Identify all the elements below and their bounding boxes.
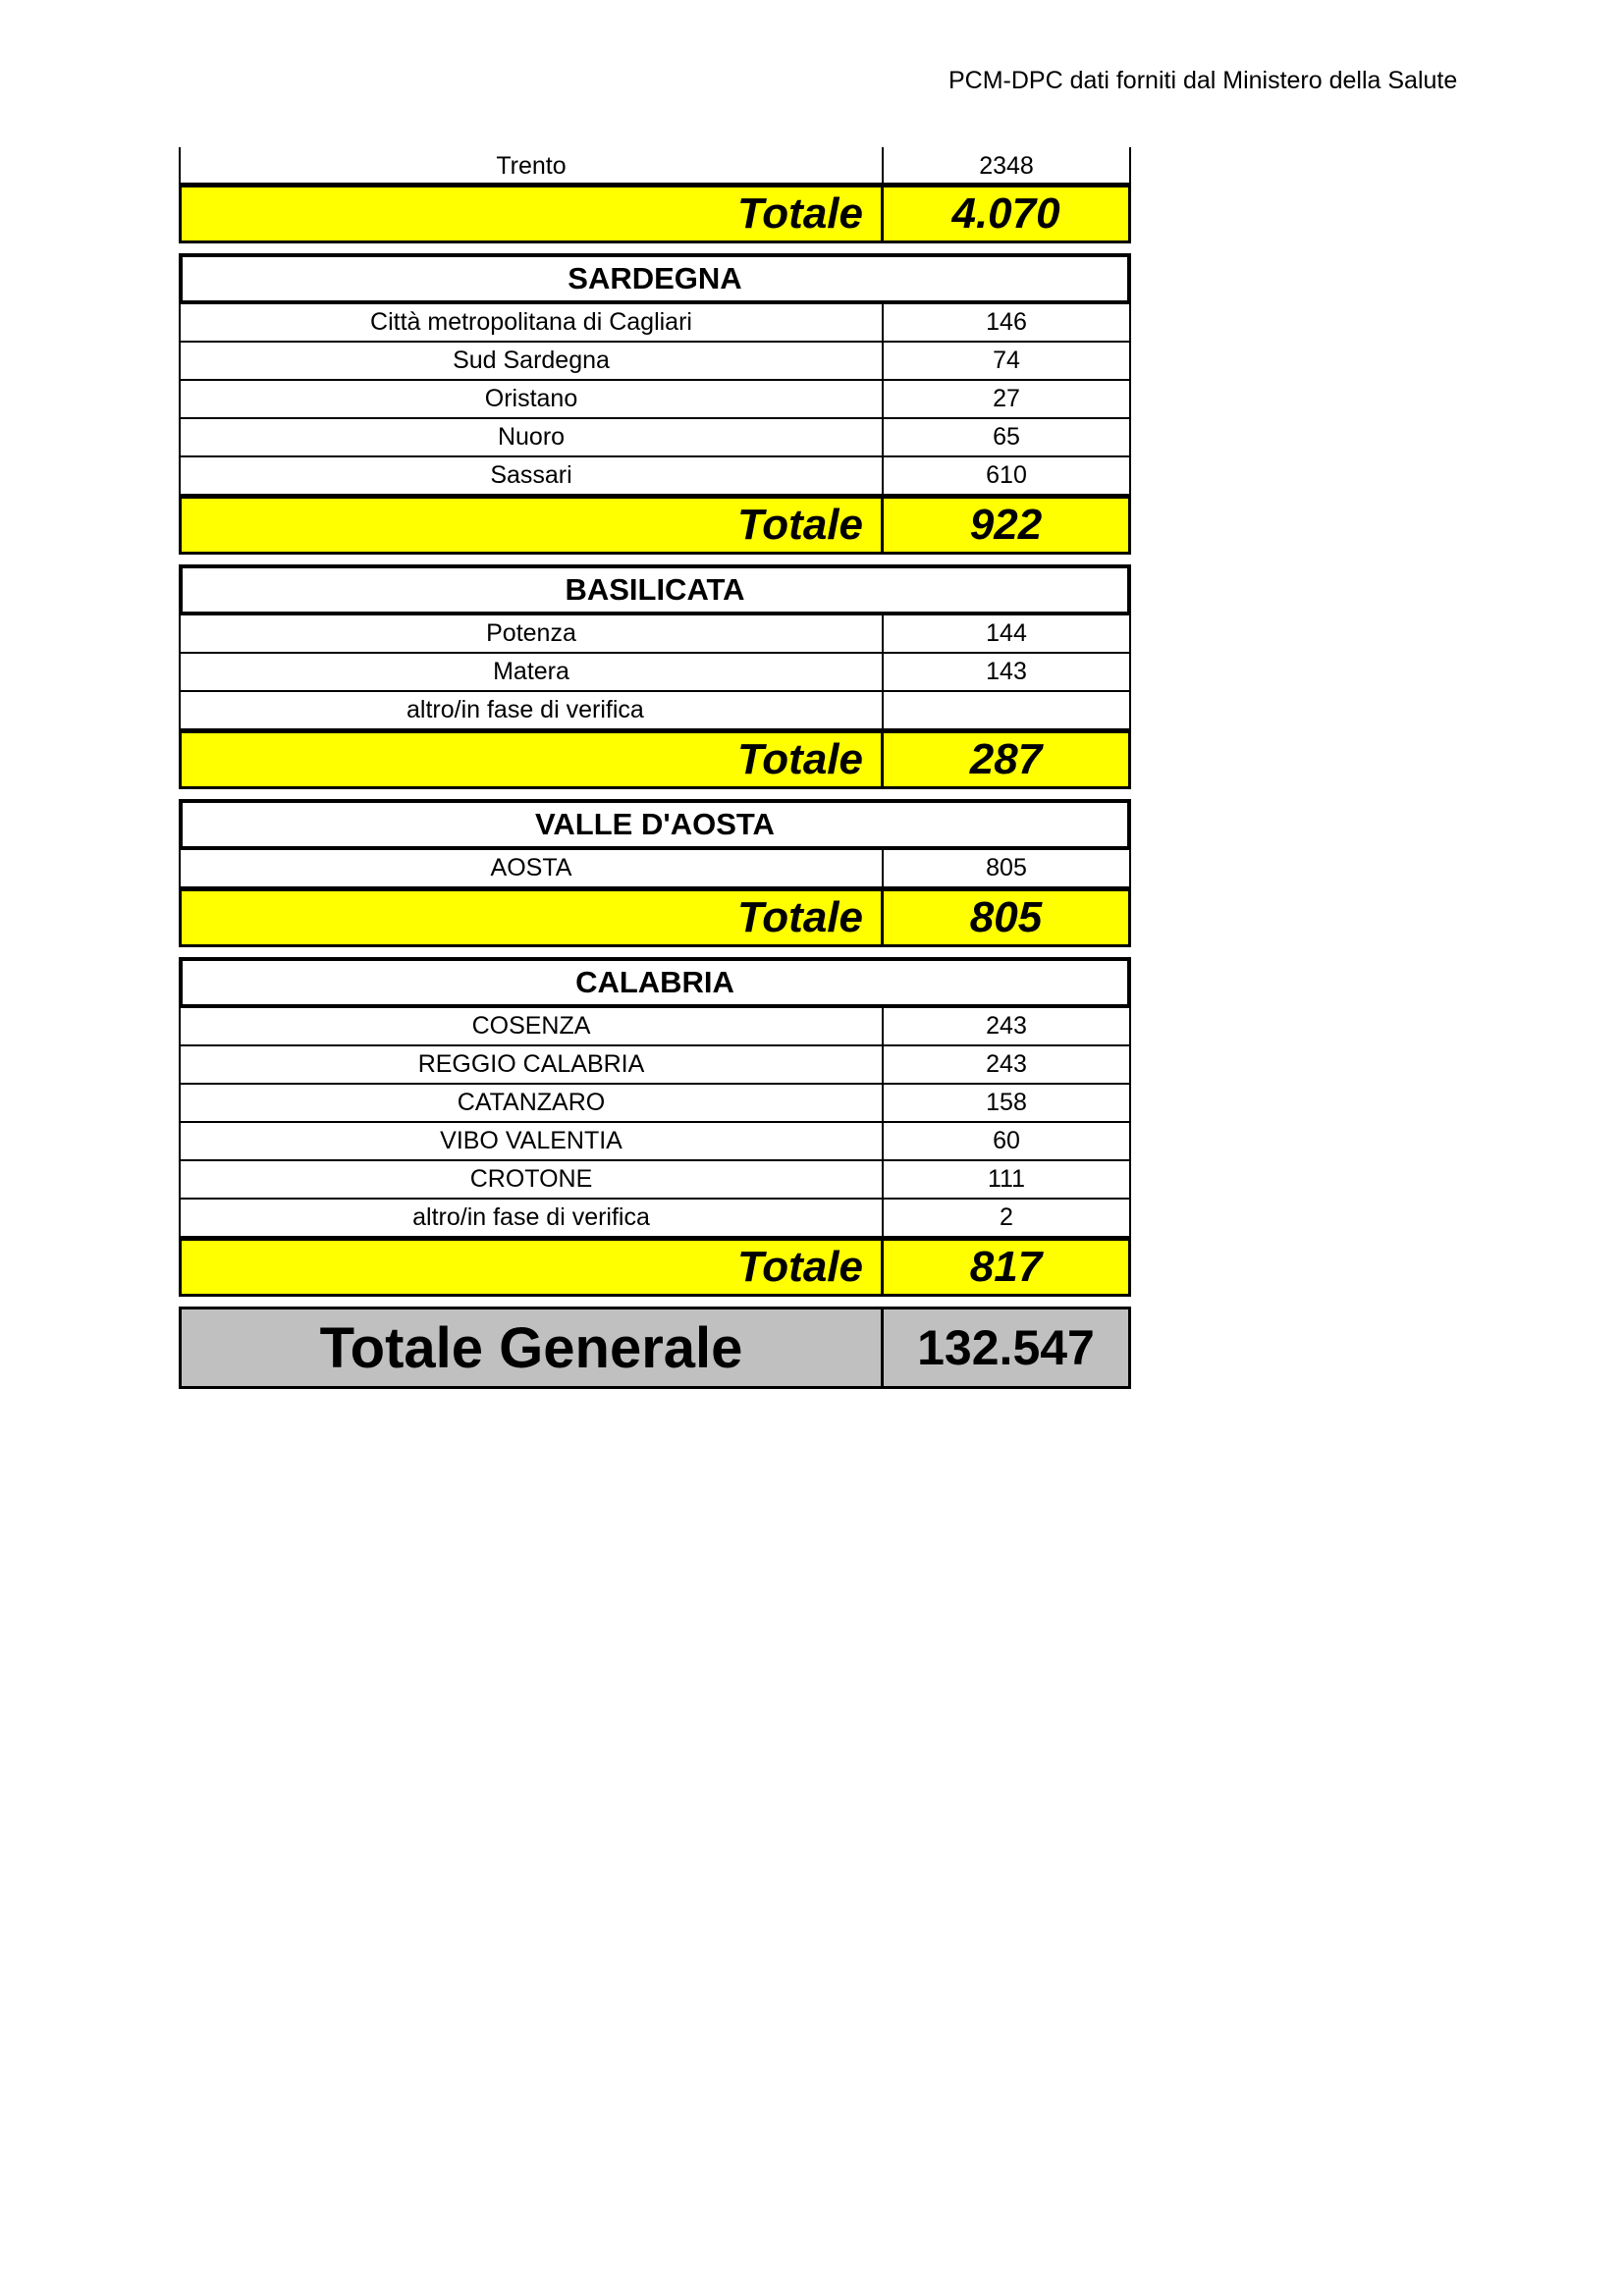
- province-name: VIBO VALENTIA: [179, 1123, 884, 1159]
- province-name: Città metropolitana di Cagliari: [179, 304, 884, 341]
- province-name: COSENZA: [179, 1008, 884, 1044]
- province-value: 111: [884, 1161, 1131, 1198]
- total-value: 817: [969, 1243, 1043, 1291]
- province-value: 243: [884, 1046, 1131, 1083]
- table-row: [179, 304, 1131, 343]
- table-row: [179, 1008, 1131, 1046]
- grand-total-value: 132.547: [917, 1320, 1095, 1375]
- province-value: 2: [884, 1200, 1131, 1236]
- province-name: CROTONE: [179, 1161, 884, 1198]
- region-header: VALLE D'AOSTA: [179, 799, 1131, 850]
- province-value: 27: [884, 381, 1131, 417]
- table-row: [179, 1161, 1131, 1200]
- total-label: Totale: [182, 891, 884, 944]
- source-note: PCM-DPC dati forniti dal Ministero della Salute: [948, 67, 1458, 94]
- province-name: REGGIO CALABRIA: [179, 1046, 884, 1083]
- table-row: [179, 1200, 1131, 1238]
- province-value: 144: [884, 615, 1131, 652]
- province-name: altro/in fase di verifica: [179, 1200, 884, 1236]
- province-name: Trento: [179, 147, 884, 183]
- province-value: 146: [884, 304, 1131, 341]
- table-row: [179, 147, 1131, 185]
- table-row: [179, 1085, 1131, 1123]
- grand-total-row: [179, 1307, 1131, 1389]
- province-value: 805: [884, 850, 1131, 886]
- region-total-row: [179, 730, 1131, 789]
- province-name: CATANZARO: [179, 1085, 884, 1121]
- province-value: 158: [884, 1085, 1131, 1121]
- region-total-row: [179, 496, 1131, 555]
- province-value: 143: [884, 654, 1131, 690]
- province-value: 610: [884, 457, 1131, 494]
- total-label: Totale: [182, 499, 884, 552]
- region-total-row: [179, 185, 1131, 243]
- province-value: 65: [884, 419, 1131, 455]
- table-row: [179, 654, 1131, 692]
- table-row: [179, 850, 1131, 888]
- province-value: 2348: [884, 147, 1131, 183]
- total-value: 922: [969, 501, 1043, 549]
- table-row: [179, 1046, 1131, 1085]
- total-value: 805: [969, 893, 1043, 941]
- table-row: [179, 457, 1131, 496]
- province-value: [884, 692, 1131, 728]
- table-row: [179, 343, 1131, 381]
- table-row: [179, 615, 1131, 654]
- province-name: AOSTA: [179, 850, 884, 886]
- province-name: Matera: [179, 654, 884, 690]
- grand-total-label: Totale Generale: [182, 1309, 884, 1386]
- province-name: Sud Sardegna: [179, 343, 884, 379]
- table-row: [179, 692, 1131, 730]
- province-name: altro/in fase di verifica: [179, 692, 884, 728]
- table-row: [179, 419, 1131, 457]
- region-header: BASILICATA: [179, 564, 1131, 615]
- region-total-row: [179, 1238, 1131, 1297]
- province-name: Potenza: [179, 615, 884, 652]
- region-header: SARDEGNA: [179, 253, 1131, 304]
- total-label: Totale: [182, 733, 884, 786]
- region-header: CALABRIA: [179, 957, 1131, 1008]
- table-row: [179, 1123, 1131, 1161]
- province-value: 243: [884, 1008, 1131, 1044]
- total-label: Totale: [182, 187, 884, 240]
- province-name: Sassari: [179, 457, 884, 494]
- total-label: Totale: [182, 1241, 884, 1294]
- data-table: [179, 147, 1131, 1389]
- table-row: [179, 381, 1131, 419]
- province-name: Nuoro: [179, 419, 884, 455]
- total-value: 287: [969, 735, 1043, 783]
- province-value: 60: [884, 1123, 1131, 1159]
- province-name: Oristano: [179, 381, 884, 417]
- region-total-row: [179, 888, 1131, 947]
- total-value: 4.070: [951, 189, 1060, 238]
- province-value: 74: [884, 343, 1131, 379]
